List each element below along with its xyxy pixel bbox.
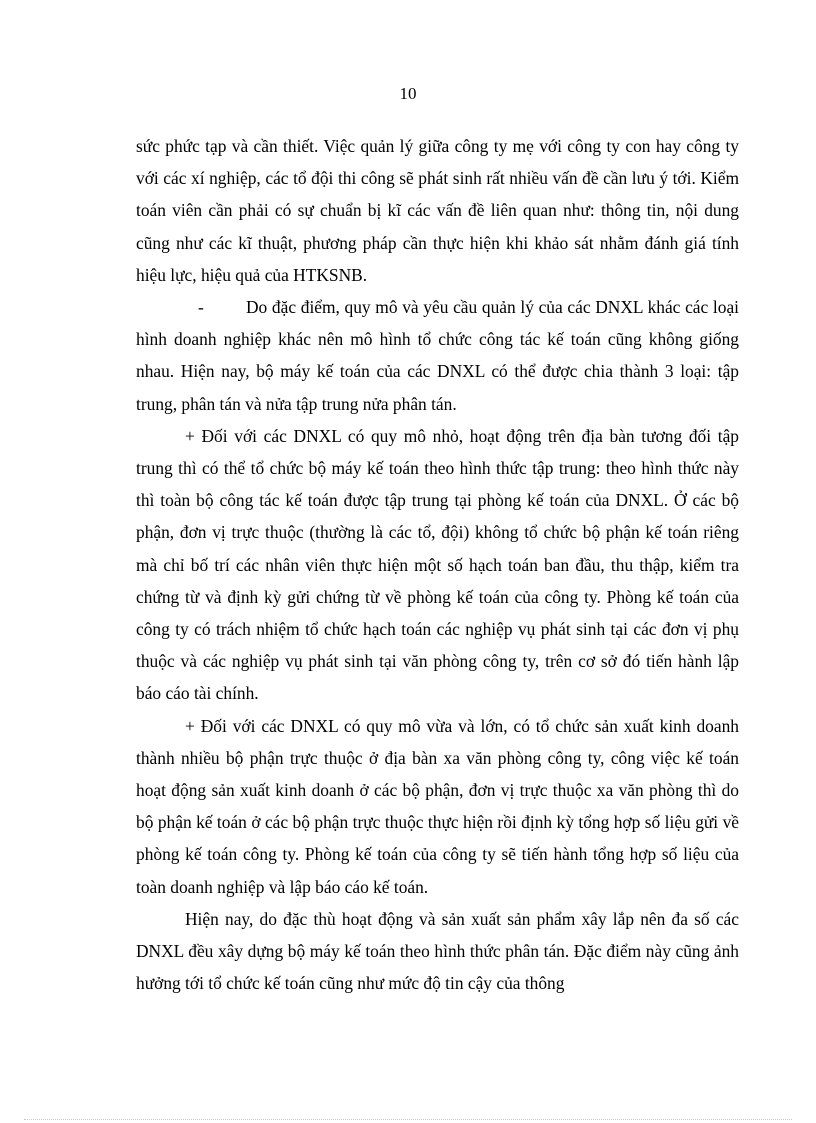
paragraph-small-enterprises: + Đối với các DNXL có quy mô nhỏ, hoạt động trên địa bàn tương đối tập trung thì có thể tổ chức bộ máy kế toán theo hình thức tập trung: theo hình thức này thì toàn bộ công tác kế toán được tập trung tại phòng kế toán của DNXL. Ở các bộ phận, đơn vị trực thuộc (thường là các tổ, đội) không tổ chức bộ phận kế toán riêng mà chỉ bố trí các nhân viên thực hiện một số hạch toán ban đầu, thu thập, kiểm tra chứng từ và định kỳ gửi chứng từ về phòng kế toán của công ty. Phòng kế toán của công ty có trách nhiệm tổ chức hạch toán các nghiệp vụ phát sinh tại các đơn vị phụ thuộc và các nghiệp vụ phát sinh tại văn phòng công ty, trên cơ sở đó tiến hành lập báo cáo tài chính. [136, 425, 739, 704]
paragraph-dash-item [136, 291, 739, 420]
paragraph-continuation: sức phức tạp và cần thiết. Việc quản lý giữa công ty mẹ với công ty con hay công ty với các xí nghiệp, các tổ đội thi công sẽ phát sinh rất nhiều vấn đề cần lưu ý tới. Kiểm toán viên cần phải có sự chuẩn bị kĩ các vấn đề liên quan như: thông tin, nội dung cũng như các kĩ thuật, phương pháp cần thực hiện khi khảo sát nhằm đánh giá tính hiệu lực, hiệu quả của HTKSNB. [136, 136, 739, 285]
document-body [136, 130, 739, 999]
paragraph-current-situation: Hiện nay, do đặc thù hoạt động và sản xuất sản phẩm xây lắp nên đa số các DNXL đều xây dựng bộ máy kế toán theo hình thức phân tán. Đặc điểm này cũng ảnh hưởng tới tổ chức kế toán cũng như mức độ tin cậy của thông [136, 908, 739, 994]
paragraph-dash-text: Do đặc điểm, quy mô và yêu cầu quản lý của các DNXL khác các loại hình doanh nghiệp khác nên mô hình tổ chức công tác kế toán cũng không giống nhau. Hiện nay, bộ máy kế toán của các DNXL có thể được chia thành 3 loại: tập trung, phân tán và nửa tập trung nửa phân tán. [136, 297, 739, 414]
paragraph-medium-large-enterprises: + Đối với các DNXL có quy mô vừa và lớn, có tổ chức sản xuất kinh doanh thành nhiều bộ phận trực thuộc ở địa bàn xa văn phòng công ty, công việc kế toán hoạt động sản xuất kinh doanh ở các bộ phận, đơn vị trực thuộc xa văn phòng thì do bộ phận kế toán ở các bộ phận trực thuộc thực hiện rồi định kỳ tổng hợp số liệu gửi về phòng kế toán công ty. Phòng kế toán của công ty sẽ tiến hành tổng hợp số liệu của toàn doanh nghiệp và lập báo cáo kế toán. [136, 715, 739, 897]
page-number: 10 [399, 84, 417, 103]
dash-bullet: - [198, 297, 204, 318]
page-bottom-divider [24, 1119, 792, 1120]
